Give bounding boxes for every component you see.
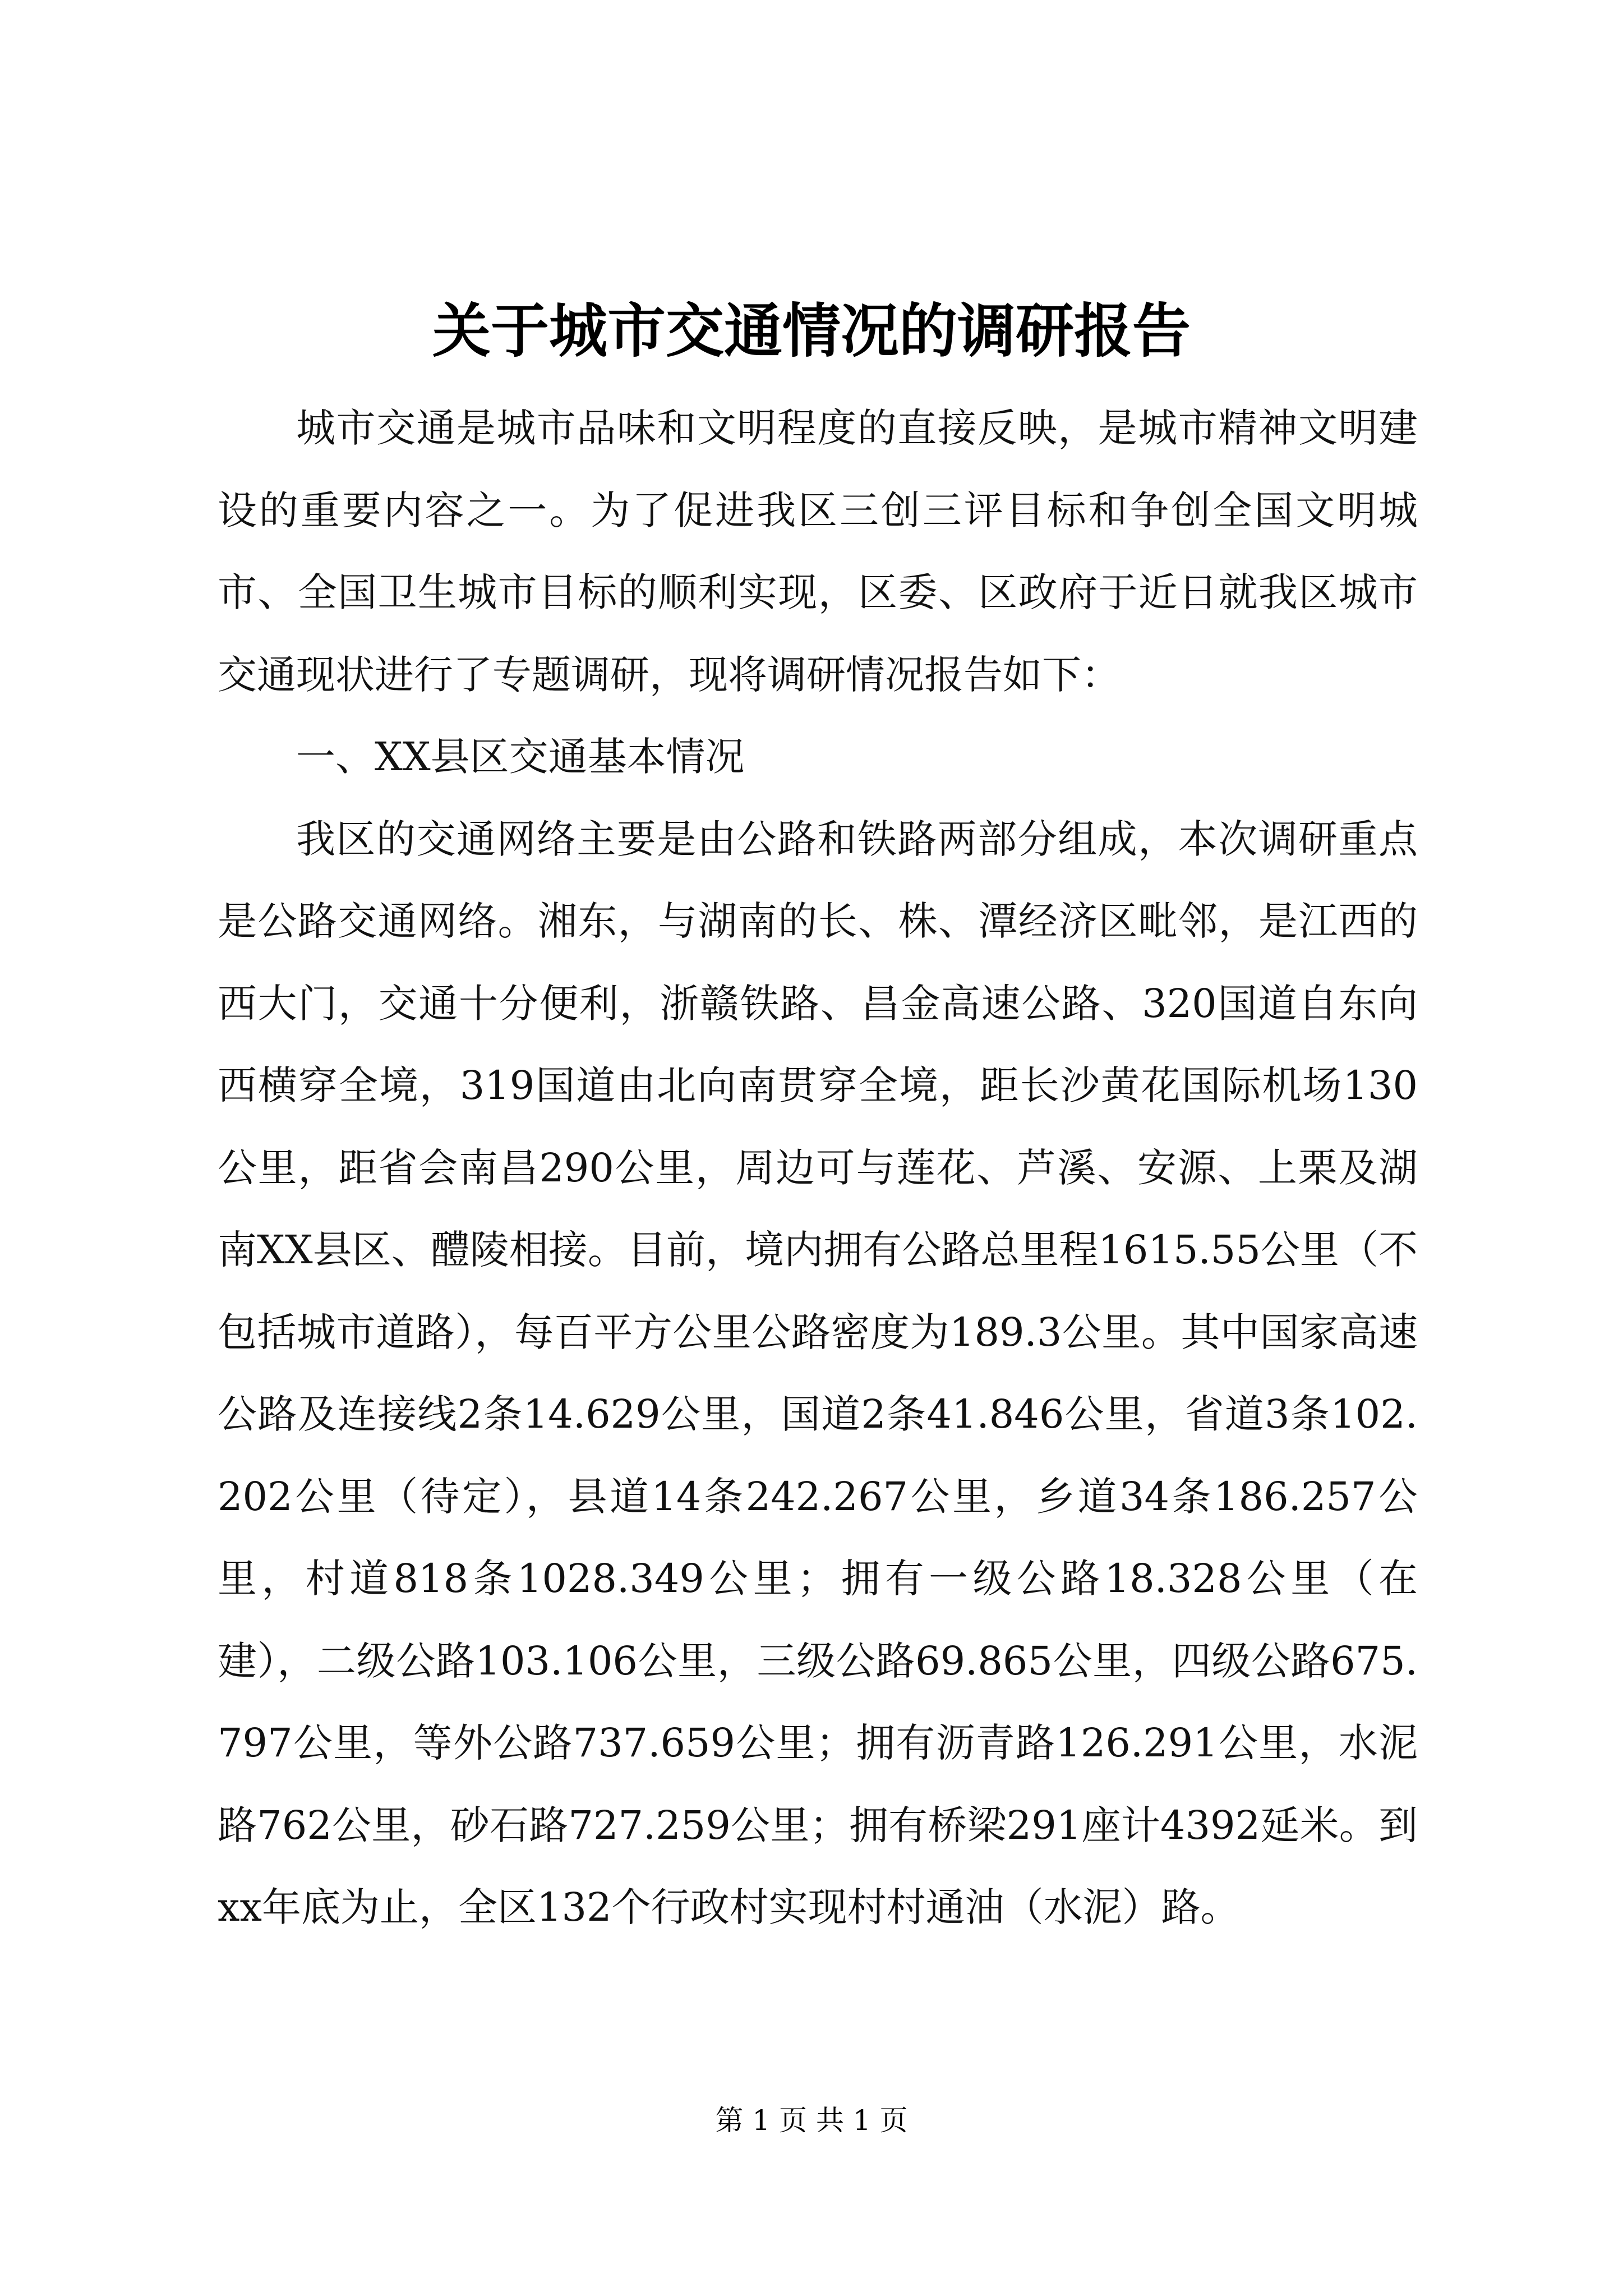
intro-paragraph: 城市交通是城市品味和文明程度的直接反映，是城市精神文明建设的重要内容之一。为了促进我区三创三评目标和争创全国文明城市、全国卫生城市目标的顺利实现，区委、区政府于近日就我区城市交通现状进行了专题调研，现将调研情况报告如下： xyxy=(218,405,1418,698)
section-heading: 一、XX县区交通基本情况 xyxy=(296,734,745,780)
document-body xyxy=(218,387,1418,1949)
section-paragraph: 我区的交通网络主要是由公路和铁路两部分组成，本次调研重点是公路交通网络。湘东，与湖南的长、株、潭经济区毗邻，是江西的西大门，交通十分便利，浙赣铁路、昌金高速公路、320国道自东向西横穿全境，319国道由北向南贯穿全境，距长沙黄花国际机场130公里，距省会南昌290公里，周边可与莲花、芦溪、安源、上栗及湖南XX县区、醴陵相接。目前，境内拥有公路总里程1615.55公里（不包括城市道路），每百平方公里公路密度为189.3公里。其中国家高速公路及连接线2条14.629公里，国道2条41.846公里，省道3条102.202公里（待定），县道14条242.267公里，乡道34条186.257公里，村道818条1028.349公里；拥有一级公路18.328公里（在建），二级公路103.106公里，三级公路69.865公里，四级公路675.797公里，等外公路737.659公里；拥有沥青路126.291公里，水泥路762公里，砂石路727.259公里；拥有桥梁291座计4392延米。到xx年底为止，全区132个行政村实现村村通油（水泥）路。 xyxy=(218,816,1418,1930)
document-title: 关于城市交通情况的调研报告 xyxy=(432,296,1191,365)
page-footer: 第 1 页 共 1 页 xyxy=(715,2104,908,2137)
